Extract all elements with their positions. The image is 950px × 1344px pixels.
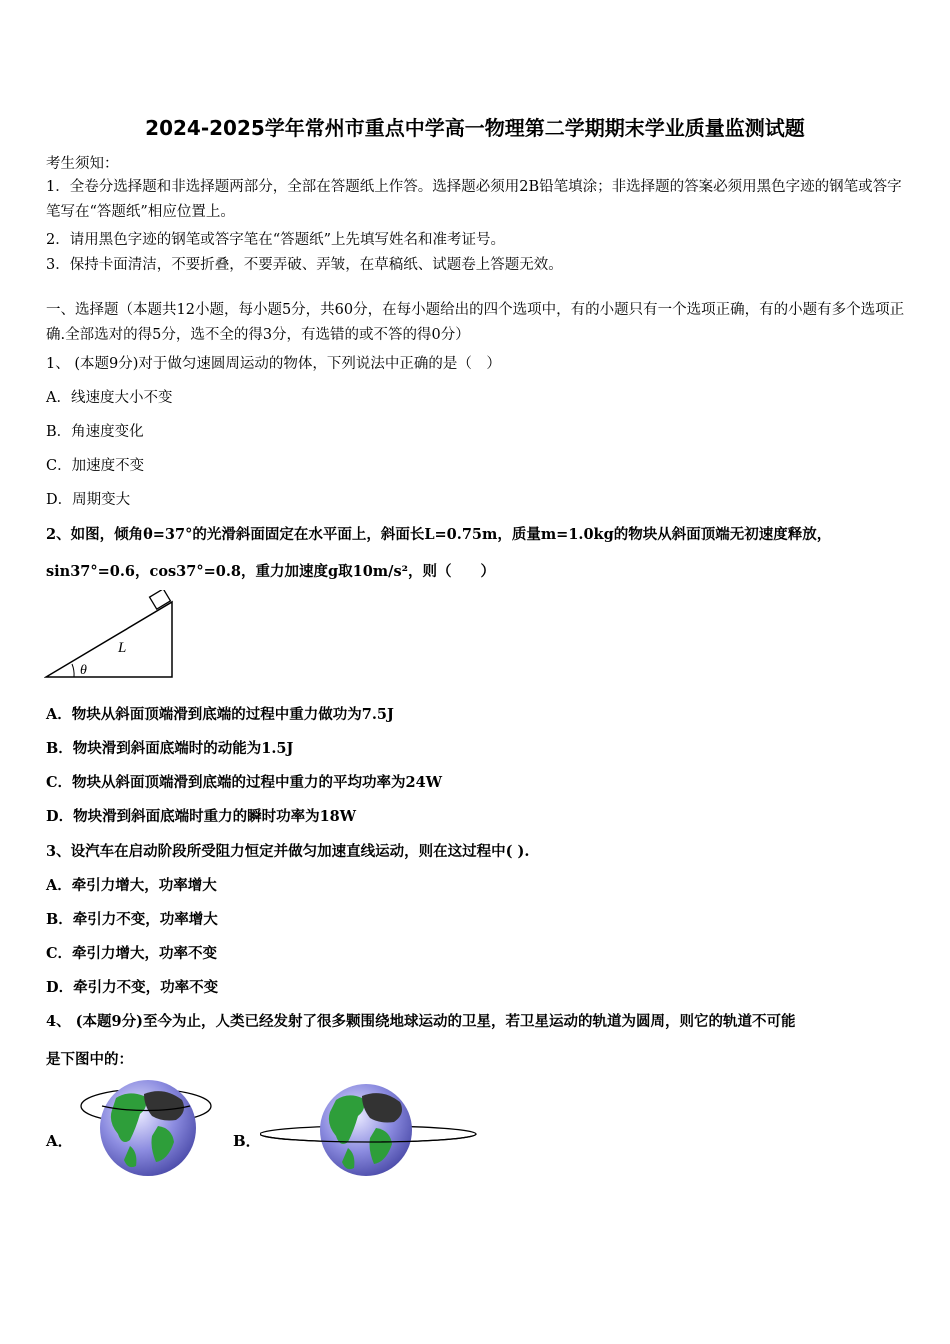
q4-stem-1: 4、 (本题9分)至今为止，人类已经发射了很多颗围绕地球运动的卫星，若卫星运动的轨道为圆周，则它的轨道不可能: [46, 1013, 796, 1030]
q4-option-b-label: B．: [233, 1132, 261, 1150]
q2-stem-2: sin37°=0.6，cos37°=0.8，重力加速度g取10m/s²，则（ ）: [46, 563, 495, 580]
q2-option-c: C．物块从斜面顶端滑到底端的过程中重力的平均功率为24W: [46, 774, 443, 791]
q1-stem: 1、 (本题9分)对于做匀速圆周运动的物体，下列说法中正确的是（ ）: [46, 356, 501, 372]
q1-option-b: B．角速度变化: [46, 424, 144, 440]
length-label: L: [118, 640, 127, 656]
globe-orbit-tilted-figure: [78, 1076, 218, 1180]
q3-option-c: C．牵引力增大，功率不变: [46, 945, 218, 962]
section-heading: 一、选择题（本题共12小题，每小题5分，共60分，在每小题给出的四个选项中，有的小题只有一个选项正确，有的小题有多个选项正确.全部选对的得5分，选不全的得3分，有选错的或不答的得0分）: [46, 302, 905, 343]
q3-option-b: B．牵引力不变，功率增大: [46, 911, 218, 928]
q3-stem: 3、设汽车在启动阶段所受阻力恒定并做匀加速直线运动，则在这过程中( ).: [46, 843, 530, 860]
q2-option-d: D．物块滑到斜面底端时重力的瞬时功率为18W: [46, 808, 357, 825]
notice-item-1: 1．全卷分选择题和非选择题两部分，全部在答题纸上作答。选择题必须用2B铅笔填涂；非选择题的答案必须用黑色字迹的钢笔或答字笔写在“答题纸”相应位置上。: [46, 179, 902, 220]
q2-option-a: A．物块从斜面顶端滑到底端的过程中重力做功为7.5J: [46, 706, 394, 723]
page-title: 2024-2025学年常州市重点中学高一物理第二学期期末学业质量监测试题: [145, 116, 805, 140]
q4-option-a-label: A．: [46, 1132, 73, 1150]
notice-item-2: 2．请用黑色字迹的钢笔或答字笔在“答题纸”上先填写姓名和准考证号。: [46, 232, 506, 248]
q3-option-d: D．牵引力不变，功率不变: [46, 979, 219, 996]
notice-heading: 考生须知：: [46, 156, 119, 172]
incline-figure: [44, 590, 179, 682]
q2-stem-1: 2、如图，倾角θ=37°的光滑斜面固定在水平面上，斜面长L=0.75m，质量m=1.0kg的物块从斜面顶端无初速度释放，: [46, 526, 832, 543]
q2-option-b: B．物块滑到斜面底端时的动能为1.5J: [46, 740, 294, 757]
q4-stem-2: 是下图中的：: [46, 1051, 133, 1068]
angle-label: θ: [80, 663, 87, 678]
notice-item-3: 3．保持卡面清洁，不要折叠，不要弄破、弄皱，在草稿纸、试题卷上答题无效。: [46, 257, 563, 273]
q1-option-a: A．线速度大小不变: [46, 390, 173, 406]
globe-orbit-flat-figure: [260, 1082, 482, 1182]
q1-option-c: C．加速度不变: [46, 458, 145, 474]
q1-option-d: D．周期变大: [46, 492, 131, 508]
q3-option-a: A．牵引力增大，功率增大: [46, 877, 217, 894]
